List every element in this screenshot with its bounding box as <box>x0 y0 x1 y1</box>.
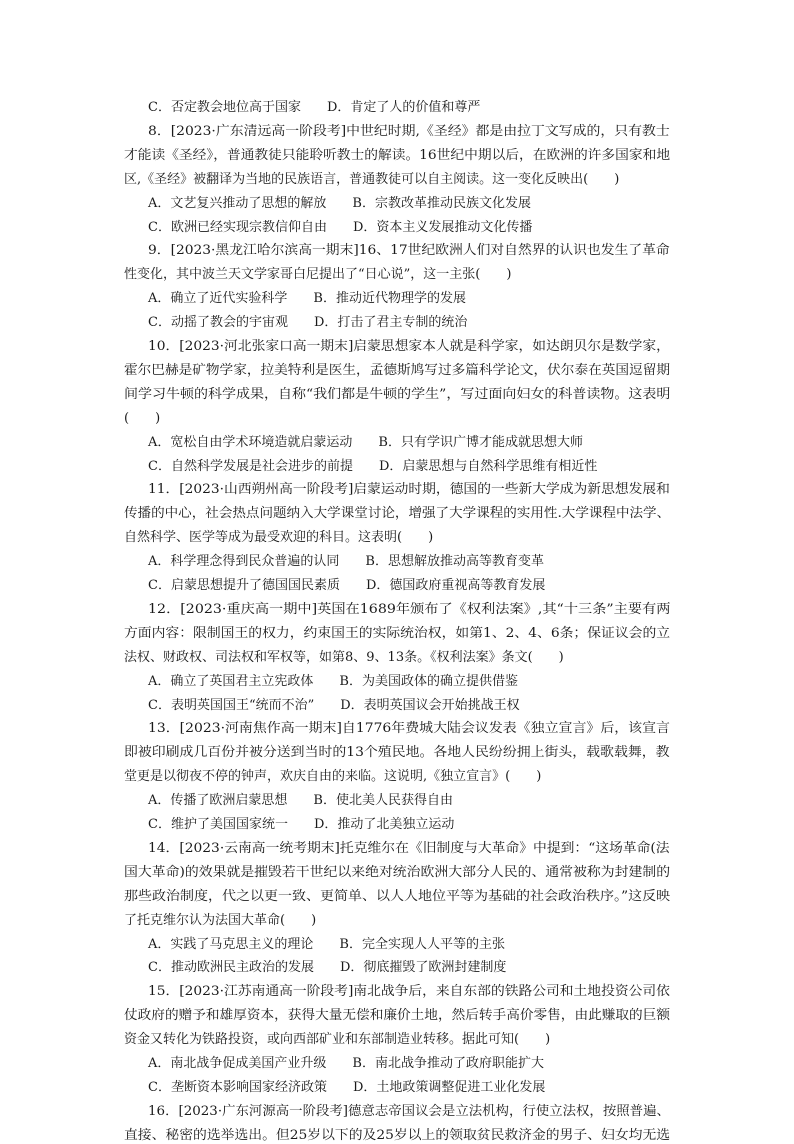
text-line: C．启蒙思想提升了德国国民素质 D．德国政府重视高等教育发展 <box>148 578 546 593</box>
text-line: C．表明英国国王“统而不治” D．表明英国议会开始挑战王权 <box>148 697 520 713</box>
text-line: 才能读《圣经》，普通教徒只能聆听教士的解读。16世纪中期以后，在欧洲的许多国家和地 <box>124 147 671 163</box>
text-line: C．欧洲已经实现宗教信仰自由 D．资本主义发展推动文化传播 <box>148 219 533 235</box>
text-line: 16．[2023·广东河源高一阶段考]德意志帝国议会是立法机构，行使立法权，按照普遍、 <box>148 1103 670 1119</box>
text-line: C．自然科学发展是社会进步的前提 D．启蒙思想与自然科学思维有相近性 <box>148 458 598 474</box>
text-line: 10．[2023·河北张家口高一期末]启蒙思想家本人就是科学家，如达朗贝尔是数学家， <box>148 339 670 354</box>
text-line: 性变化，其中波兰天文学家哥白尼提出了“日心说”，这一主张( ) <box>124 267 512 283</box>
text-line: 区,《圣经》被翻译为当地的民族语言，普通教徒可以自主阅读。这一变化反映出( ) <box>124 171 620 187</box>
text-line: A．确立了英国君主立宪政体 B．为美国政体的确立提供借鉴 <box>148 673 518 689</box>
text-line: A．实践了马克思主义的理论 B．完全实现人人平等的主张 <box>148 936 505 952</box>
text-line: 传播的中心，社会热点问题纳入大学课堂讨论，增强了大学课程的实用性.大学课程中法学、 <box>124 506 671 522</box>
text-line: 13．[2023·河南焦作高一期末]自1776年费城大陆会议发表《独立宣言》后，该宣言 <box>148 721 670 737</box>
text-line: 资金又转化为铁路投资，或向西部矿业和东部制造业转移。据此可知( ) <box>124 1032 551 1048</box>
text-line: 14．[2023·云南高一统考期末]托克维尔在《旧制度与大革命》中提到：“这场革命(法 <box>148 840 670 856</box>
text-line: 11．[2023·山西朔州高一阶段考]启蒙运动时期，德国的一些新大学成为新思想发展和 <box>148 482 670 498</box>
text-line: C．垄断资本影响国家经济政策 D．土地政策调整促进工业化发展 <box>148 1079 546 1095</box>
text-line: 那些政治制度，代之以更一致、更简单、以人人地位平等为基础的社会政治秩序。”这反映 <box>124 888 671 904</box>
text-line: 8．[2023·广东清远高一阶段考]中世纪时期,《圣经》都是由拉丁文写成的，只有教士 <box>148 123 670 139</box>
text-line: C．否定教会地位高于国家 D．肯定了人的价值和尊严 <box>148 100 481 115</box>
text-line: 即被印刷成几百份并被分送到当时的13个殖民地。各地人民纷纷拥上街头，载歌载舞，教 <box>124 745 670 761</box>
text-line: 12．[2023·重庆高一期中]英国在1689年颁布了《权利法案》,其“十三条”主要有两 <box>148 601 671 617</box>
text-line: A．文艺复兴推动了思想的解放 B．宗教改革推动民族文化发展 <box>148 195 531 211</box>
text-line: 间学习牛顿的科学成果，自称“我们都是牛顿的学生”，写过面向妇女的科普读物。这表明 <box>124 386 671 402</box>
text-line: 15．[2023·江苏南通高一阶段考]南北战争后，来自东部的铁路公司和土地投资公司依 <box>148 984 670 1000</box>
text-line: 仗政府的赠予和雄厚资本，获得大量无偿和廉价土地，然后转手高价零售，由此赚取的巨额 <box>124 1008 671 1024</box>
text-line: A．宽松自由学术环境造就启蒙运动 B．只有学识广博才能成就思想大师 <box>148 434 583 450</box>
text-line: C．动摇了教会的宇宙观 D．打击了君主专制的统治 <box>148 315 468 331</box>
text-line: 堂更是以彻夜不停的钟声，欢庆自由的来临。这说明,《独立宣言》( ) <box>124 769 542 785</box>
text-line: ( ) <box>124 410 161 426</box>
text-line: 方面内容：限制国王的权力，约束国王的实际统治权，如第1、2、4、6条；保证议会的立 <box>124 625 671 641</box>
text-line: A．南北战争促成美国产业升级 B．南北战争推动了政府职能扩大 <box>148 1056 544 1071</box>
text-line: C．推动欧洲民主政治的发展 D．彻底摧毁了欧洲封建制度 <box>148 960 507 976</box>
text-line: 霍尔巴赫是矿物学家，拉美特利是医生，孟德斯鸠写过多篇科学论文，伏尔泰在英国逗留期 <box>124 362 671 378</box>
text-line: A．传播了欧洲启蒙思想 B．使北美人民获得自由 <box>148 793 453 809</box>
text-line: 法权、财政权、司法权和军权等，如第8、9、13条。《权利法案》条文( ) <box>124 649 564 665</box>
text-line: A．确立了近代实验科学 B．推动近代物理学的发展 <box>148 291 466 307</box>
text-line: 了托克维尔认为法国大革命( ) <box>124 912 317 928</box>
text-line: 国大革命)的效果就是摧毁若干世纪以来绝对统治欧洲大部分人民的、通常被称为封建制的 <box>124 864 671 880</box>
text-line: 9．[2023·黑龙江哈尔滨高一期末]16、17世纪欧洲人们对自然界的认识也发生了革命 <box>148 243 670 259</box>
text-line: A．科学理念得到民众普遍的认同 B．思想解放推动高等教育变革 <box>148 554 544 570</box>
text-line: 直接、秘密的选举选出。但25岁以下的及25岁以上的领取贫民救济金的男子、妇女均无选 <box>124 1127 671 1143</box>
text-line: C．维护了美国国家统一 D．推动了北美独立运动 <box>148 817 455 832</box>
text-line: 自然科学、医学等成为最受欢迎的科目。这表明( ) <box>124 530 434 546</box>
